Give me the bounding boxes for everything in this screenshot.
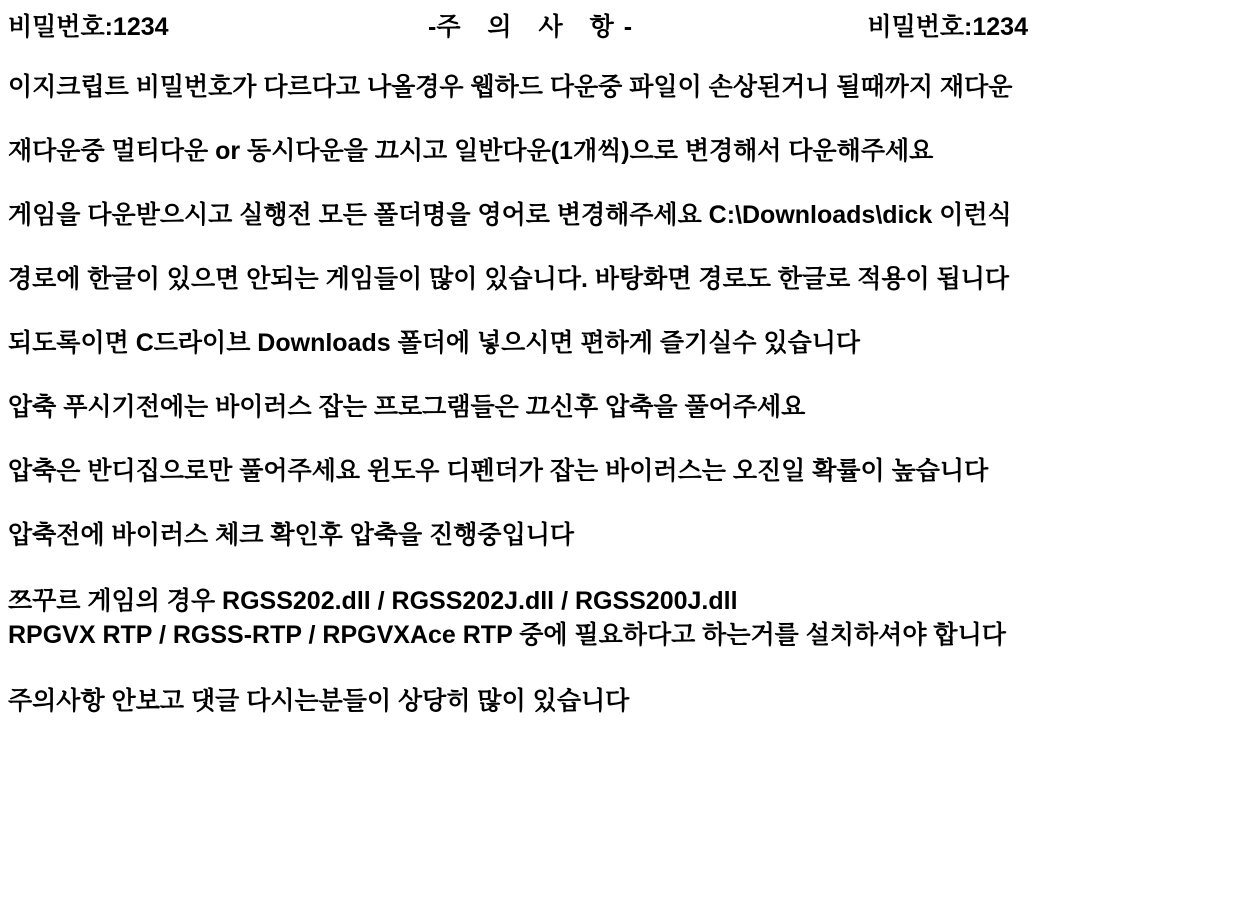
notice-line-7: 압축은 반디집으로만 풀어주세요 윈도우 디펜더가 잡는 바이러스는 오진일 확률이 높습니다 [8,457,989,485]
notice-line-6: 압축 푸시기전에는 바이러스 잡는 프로그램들은 끄신후 압축을 풀어주세요 [8,393,806,421]
closing-line: 주의사항 안보고 댓글 다시는분들이 상당히 많이 있습니다 [8,687,630,715]
notice-title-suffix: - [623,13,633,41]
password-left: 비밀번호:1234 [8,13,169,41]
rgss-line-2: RPGVX RTP / RGSS-RTP / RPGVXAce RTP 중에 필요하다고 하는거를 설치하셔야 합니다 [8,621,1006,649]
notice-line-5: 되도록이면 C드라이브 Downloads 폴더에 넣으시면 편하게 즐기실수 있습니다 [8,329,861,357]
notice-line-4: 경로에 한글이 있으면 안되는 게임들이 많이 있습니다. 바탕화면 경로도 한글로 적용이 됩니다 [8,265,1010,293]
notice-title [428,12,632,42]
rgss-line-1: 쯔꾸르 게임의 경우 RGSS202.dll / RGSS202J.dll / RGSS200J.dll [8,587,738,615]
notice-line-8: 압축전에 바이러스 체크 확인후 압축을 진행중입니다 [8,521,575,549]
notice-line-1: 이지크립트 비밀번호가 다르다고 나올경우 웹하드 다운중 파일이 손상된거니 될때까지 재다운 [8,73,1013,101]
notice-line-3: 게임을 다운받으시고 실행전 모든 폴더명을 영어로 변경해주세요 C:\Downloads\dick 이런식 [8,201,1012,229]
header-row [8,12,1238,42]
notice-title-text: 주 의 사 항 [436,13,624,41]
notice-title-prefix: - [428,13,437,41]
password-right: 비밀번호:1234 [867,13,1028,41]
notice-line-2: 재다운중 멀티다운 or 동시다운을 끄시고 일반다운(1개씩)으로 변경해서 다운해주세요 [8,137,934,165]
